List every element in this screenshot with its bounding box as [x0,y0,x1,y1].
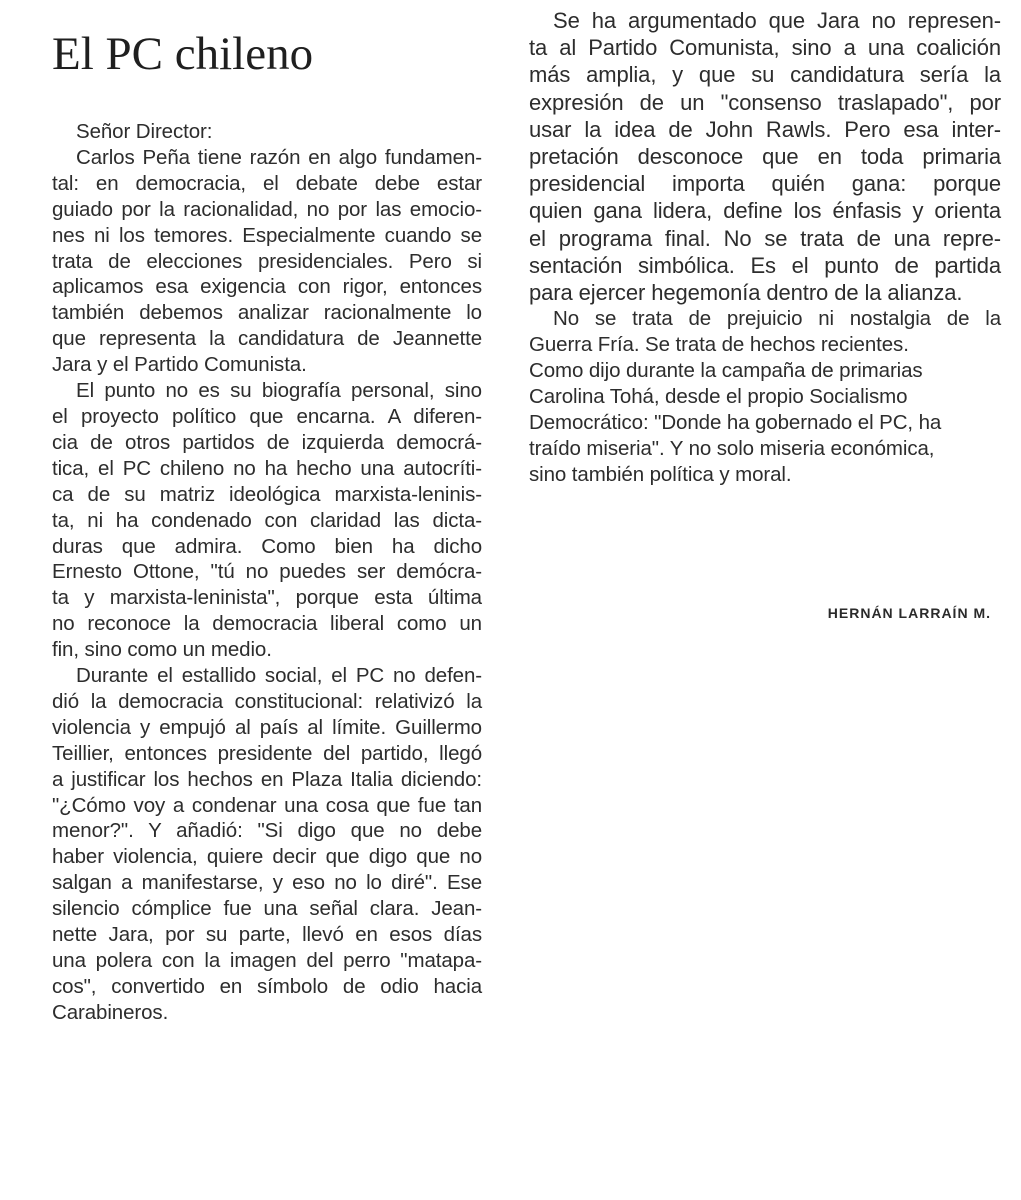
text-line: Guerra Fría. Se trata de hechos recientes. [529,333,909,357]
text-line: ta, ni ha condenado con claridad las dicta- [52,508,482,532]
text-line: nes ni los temores. Especialmente cuando se [52,223,482,247]
text-line: sentación simbólica. Es el punto de partida [529,252,1001,278]
paragraph-2 [52,378,482,663]
text-line: cos", convertido en símbolo de odio hacia [52,974,482,998]
text-line: menor?". Y añadió: "Si digo que no debe [52,819,482,843]
text-line: Se ha argumentado que Jara no represen- [553,8,1001,33]
text-line: el programa final. No se trata de una repre- [529,225,1001,251]
text-line: ta al Partido Comunista, sino a una coalición [529,35,1001,61]
text-line: una polera con la imagen del perro "matapa- [52,949,482,972]
text-line: más amplia, y que su candidatura sería la [529,62,1001,88]
text-line: ta y marxista-leninista", porque esta última [52,586,482,610]
text-line: No se trata de prejuicio ni nostalgia de la [553,307,1001,331]
text-line: fin, sino como un medio. [52,638,272,662]
right-column [529,7,1001,488]
text-line: salgan a manifestarse, y eso no lo diré". Ese [52,871,482,895]
text-line: también debemos analizar racionalmente lo [52,301,482,325]
text-line: aplicamos esa exigencia con rigor, entonces [52,275,482,299]
text-line: Carabineros. [52,1000,169,1024]
text-line: cia de otros partidos de izquierda democrá- [52,430,482,454]
text-line: Teillier, entonces presidente del partido, llegó [52,741,482,765]
text-line: Durante el estallido social, el PC no defen- [76,664,482,688]
text-line: pretación desconoce que en toda primaria [529,144,1001,170]
text-line: nette Jara, por su parte, llevó en esos días [52,923,482,947]
text-line: tal: en democracia, el debate debe estar [52,171,482,195]
text-line: dió la democracia constitucional: relativizó la [52,689,482,713]
text-line: tica, el PC chileno no ha hecho una autocríti- [52,456,482,480]
text-line: para ejercer hegemonía dentro de la alianza. [529,280,963,306]
text-line: usar la idea de John Rawls. Pero esa inter- [529,116,1001,142]
text-line: silencio cómplice fue una señal clara. Jean- [52,897,482,921]
paragraph-1 [52,145,482,378]
text-line: sino también política y moral. [529,462,792,486]
text-line: violencia y empujó al país al límite. Guillermo [52,715,482,739]
text-line: Democrático: "Donde ha gobernado el PC, ha [529,410,942,434]
text-line: Ernesto Ottone, "tú no puedes ser demócra- [52,560,482,584]
text-line: el proyecto político que encarna. A diferen- [52,404,482,428]
paragraph-4 [529,7,1001,306]
text-line: no reconoce la democracia liberal como un [52,612,482,636]
salutation: Señor Director: [76,120,213,143]
text-line: expresión de un "consenso traslapado", por [529,89,1001,115]
text-line: quien gana lidera, define los énfasis y orienta [529,198,1001,224]
text-line: a justificar los hechos en Plaza Italia diciendo: [52,767,482,791]
text-line: ca de su matriz ideológica marxista-leninis- [52,482,482,506]
article-title: El PC chileno [52,28,314,80]
author-signature: HERNÁN LARRAÍN M. [827,605,991,621]
text-line: Jara y el Partido Comunista. [52,353,307,377]
paragraph-5 [529,306,1001,487]
text-line: trata de elecciones presidenciales. Pero si [52,249,482,273]
text-line: haber violencia, quiere decir que digo que no [52,845,482,869]
paragraph-3 [52,663,482,1026]
text-line: traído miseria". Y no solo miseria económica, [529,436,935,460]
text-line: El punto no es su biografía personal, sino [76,379,482,403]
text-line: Carlos Peña tiene razón en algo fundamen- [76,145,482,169]
text-line: que representa la candidatura de Jeannette [52,327,482,351]
text-line: Carolina Tohá, desde el propio Socialismo [529,384,908,408]
text-line: guiado por la racionalidad, no por las emocio- [52,197,482,221]
text-line: duras que admira. Como bien ha dicho [52,534,482,558]
text-line: "¿Cómo voy a condenar una cosa que fue tan [52,793,482,817]
text-line: presidencial importa quién gana: porque [529,171,1001,197]
left-column [52,119,482,1026]
text-line: Como dijo durante la campaña de primarias [529,359,923,383]
